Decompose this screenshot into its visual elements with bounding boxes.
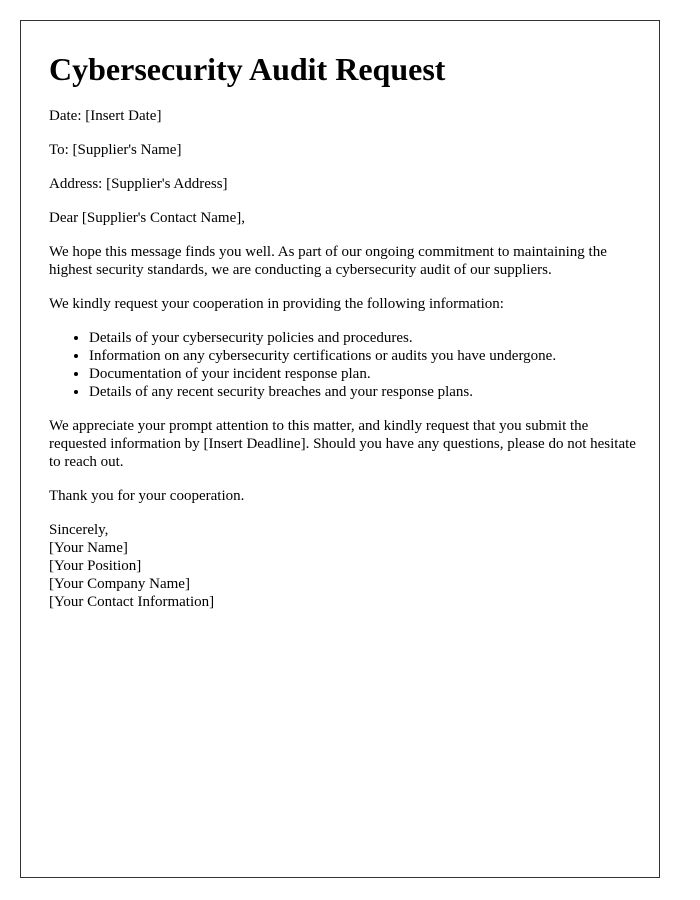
request-paragraph: We kindly request your cooperation in providing the following information: [49,296,504,312]
signature-name: [Your Name] [49,540,128,556]
address-line: Address: [Supplier's Address] [49,176,228,192]
signature-company: [Your Company Name] [49,576,190,592]
date-line: Date: [Insert Date] [49,108,162,124]
deadline-paragraph: We appreciate your prompt attention to this matter, and kindly request that you submit the requested information by [Insert Deadline]. Should you have any questions, please do not hesitate to reach out. [49,418,636,470]
thanks-line: Thank you for your cooperation. [49,488,245,504]
letter-title: Cybersecurity Audit Request [49,51,446,87]
list-item: • Details of your cybersecurity policies and procedures. [89,329,639,347]
salutation: Dear [Supplier's Contact Name], [49,210,245,226]
requested-items-list [49,329,639,401]
letter-page [20,20,660,878]
intro-paragraph: We hope this message finds you well. As part of our ongoing commitment to maintaining the highest security standards, we are conducting a cybersecurity audit of our suppliers. [49,244,607,278]
letter-content [49,51,639,611]
signature-block [49,521,639,611]
signature-closing: Sincerely, [49,522,109,538]
signature-position: [Your Position] [49,558,142,574]
list-item: • Documentation of your incident response plan. [89,365,639,383]
list-item: • Details of any recent security breaches and your response plans. [89,383,639,401]
recipient-line: To: [Supplier's Name] [49,142,182,158]
signature-contact: [Your Contact Information] [49,594,215,610]
list-item: • Information on any cybersecurity certifications or audits you have undergone. [89,347,639,365]
